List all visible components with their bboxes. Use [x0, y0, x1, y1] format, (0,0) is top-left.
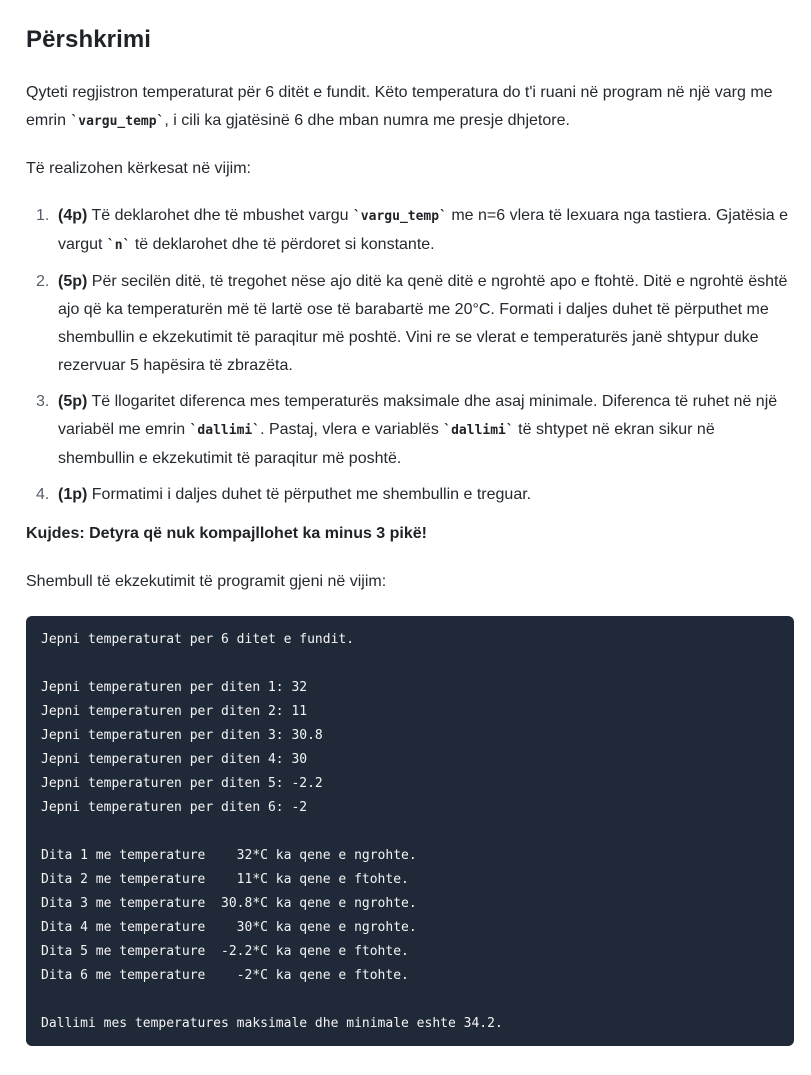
task-text: me n=6 vlera të lexuara nga tastiera. Gjatësia e vargut	[58, 207, 788, 253]
list-item-number: 4.	[36, 486, 50, 503]
task-text: Të deklarohet dhe të mbushet vargu	[87, 207, 353, 224]
console-line: Dita 1 me temperature 32*C ka qene e ngrohte.	[41, 848, 417, 863]
list-item-number: 2.	[36, 273, 50, 290]
list-item	[26, 268, 794, 380]
console-output-block	[26, 616, 794, 1046]
page-title: Përshkrimi	[26, 26, 152, 53]
task-points: (1p)	[58, 486, 88, 503]
intro-text-1: Qyteti regjistron temperaturat për 6 ditët e fundit. Këto temperatura do t'i ruani në program në një varg me emrin	[26, 84, 773, 129]
task-text: të shtypet në ekran sikur në shembullin e ekzekutimit të paraqitur më poshtë.	[58, 421, 715, 467]
content-area	[26, 24, 794, 1046]
console-line: Jepni temperaturen per diten 2: 11	[41, 704, 308, 719]
list-item	[26, 202, 794, 260]
task-points: (5p)	[58, 393, 88, 410]
console-line	[41, 820, 779, 844]
console-line	[41, 988, 779, 1012]
task-text: të deklarohet dhe të përdoret si konstante.	[130, 236, 435, 253]
inline-code-vargu-temp: `vargu_temp`	[70, 114, 165, 129]
warning-note: Kujdes: Detyra që nuk kompajllohet ka minus 3 pikë!	[26, 525, 427, 542]
task-text: . Pastaj, vlera e variablës	[260, 421, 444, 438]
console-line: Dita 5 me temperature -2.2*C ka qene e ftohte.	[41, 944, 409, 959]
list-item-number: 1.	[36, 207, 50, 224]
console-line: Dita 3 me temperature 30.8*C ka qene e ngrohte.	[41, 896, 417, 911]
inline-code: `vargu_temp`	[352, 209, 447, 224]
console-line: Jepni temperaturen per diten 4: 30	[41, 752, 308, 767]
inline-code: `dallimi`	[189, 423, 261, 438]
intro-paragraph	[26, 79, 794, 136]
console-line: Jepni temperaturen per diten 3: 30.8	[41, 728, 323, 743]
console-line: Jepni temperaturat per 6 ditet e fundit.	[41, 632, 355, 647]
console-line: Jepni temperaturen per diten 6: -2	[41, 800, 308, 815]
requirements-lead: Të realizohen kërkesat në vijim:	[26, 160, 251, 177]
console-line: Jepni temperaturen per diten 5: -2.2	[41, 776, 323, 791]
list-item	[26, 481, 794, 509]
task-text: Të llogaritet diferenca mes temperaturës maksimale dhe asaj minimale. Diferenca të ruhet në një variabël me emrin	[58, 393, 778, 438]
task-text: Formatimi i daljes duhet të përputhet me shembullin e treguar.	[87, 486, 532, 503]
task-points: (5p)	[58, 273, 88, 290]
list-item	[26, 388, 794, 473]
inline-code: `dallimi`	[443, 423, 514, 438]
task-points: (4p)	[58, 207, 88, 224]
console-line	[41, 652, 779, 676]
inline-code: `n`	[106, 238, 131, 253]
console-line: Dallimi mes temperatures maksimale dhe minimale eshte 34.2.	[41, 1016, 503, 1031]
console-line: Jepni temperaturen per diten 1: 32	[41, 680, 308, 695]
list-item-number: 3.	[36, 393, 50, 410]
console-line: Dita 2 me temperature 11*C ka qene e ftohte.	[41, 872, 409, 887]
task-text: Për secilën ditë, të tregohet nëse ajo ditë ka qenë ditë e ngrohtë apo e ftohtë. Ditë e ngrohtë është ajo që ka temperaturën më të lartë ose të barabartë me 20°C. Formati i daljes duhet të përputhet me shembullin e ekzekutimit të paraqitur më poshtë. Vini re se vlerat e temperaturës janë shtypur duke rezervuar 5 hapësira të zbrazëta.	[58, 273, 788, 374]
console-line: Dita 4 me temperature 30*C ka qene e ngrohte.	[41, 920, 417, 935]
requirements-list	[26, 202, 794, 509]
intro-text-2: , i cili ka gjatësinë 6 dhe mban numra me presje dhjetore.	[164, 112, 570, 129]
example-lead: Shembull të ekzekutimit të programit gjeni në vijim:	[26, 573, 387, 590]
console-line: Dita 6 me temperature -2*C ka qene e ftohte.	[41, 968, 409, 983]
